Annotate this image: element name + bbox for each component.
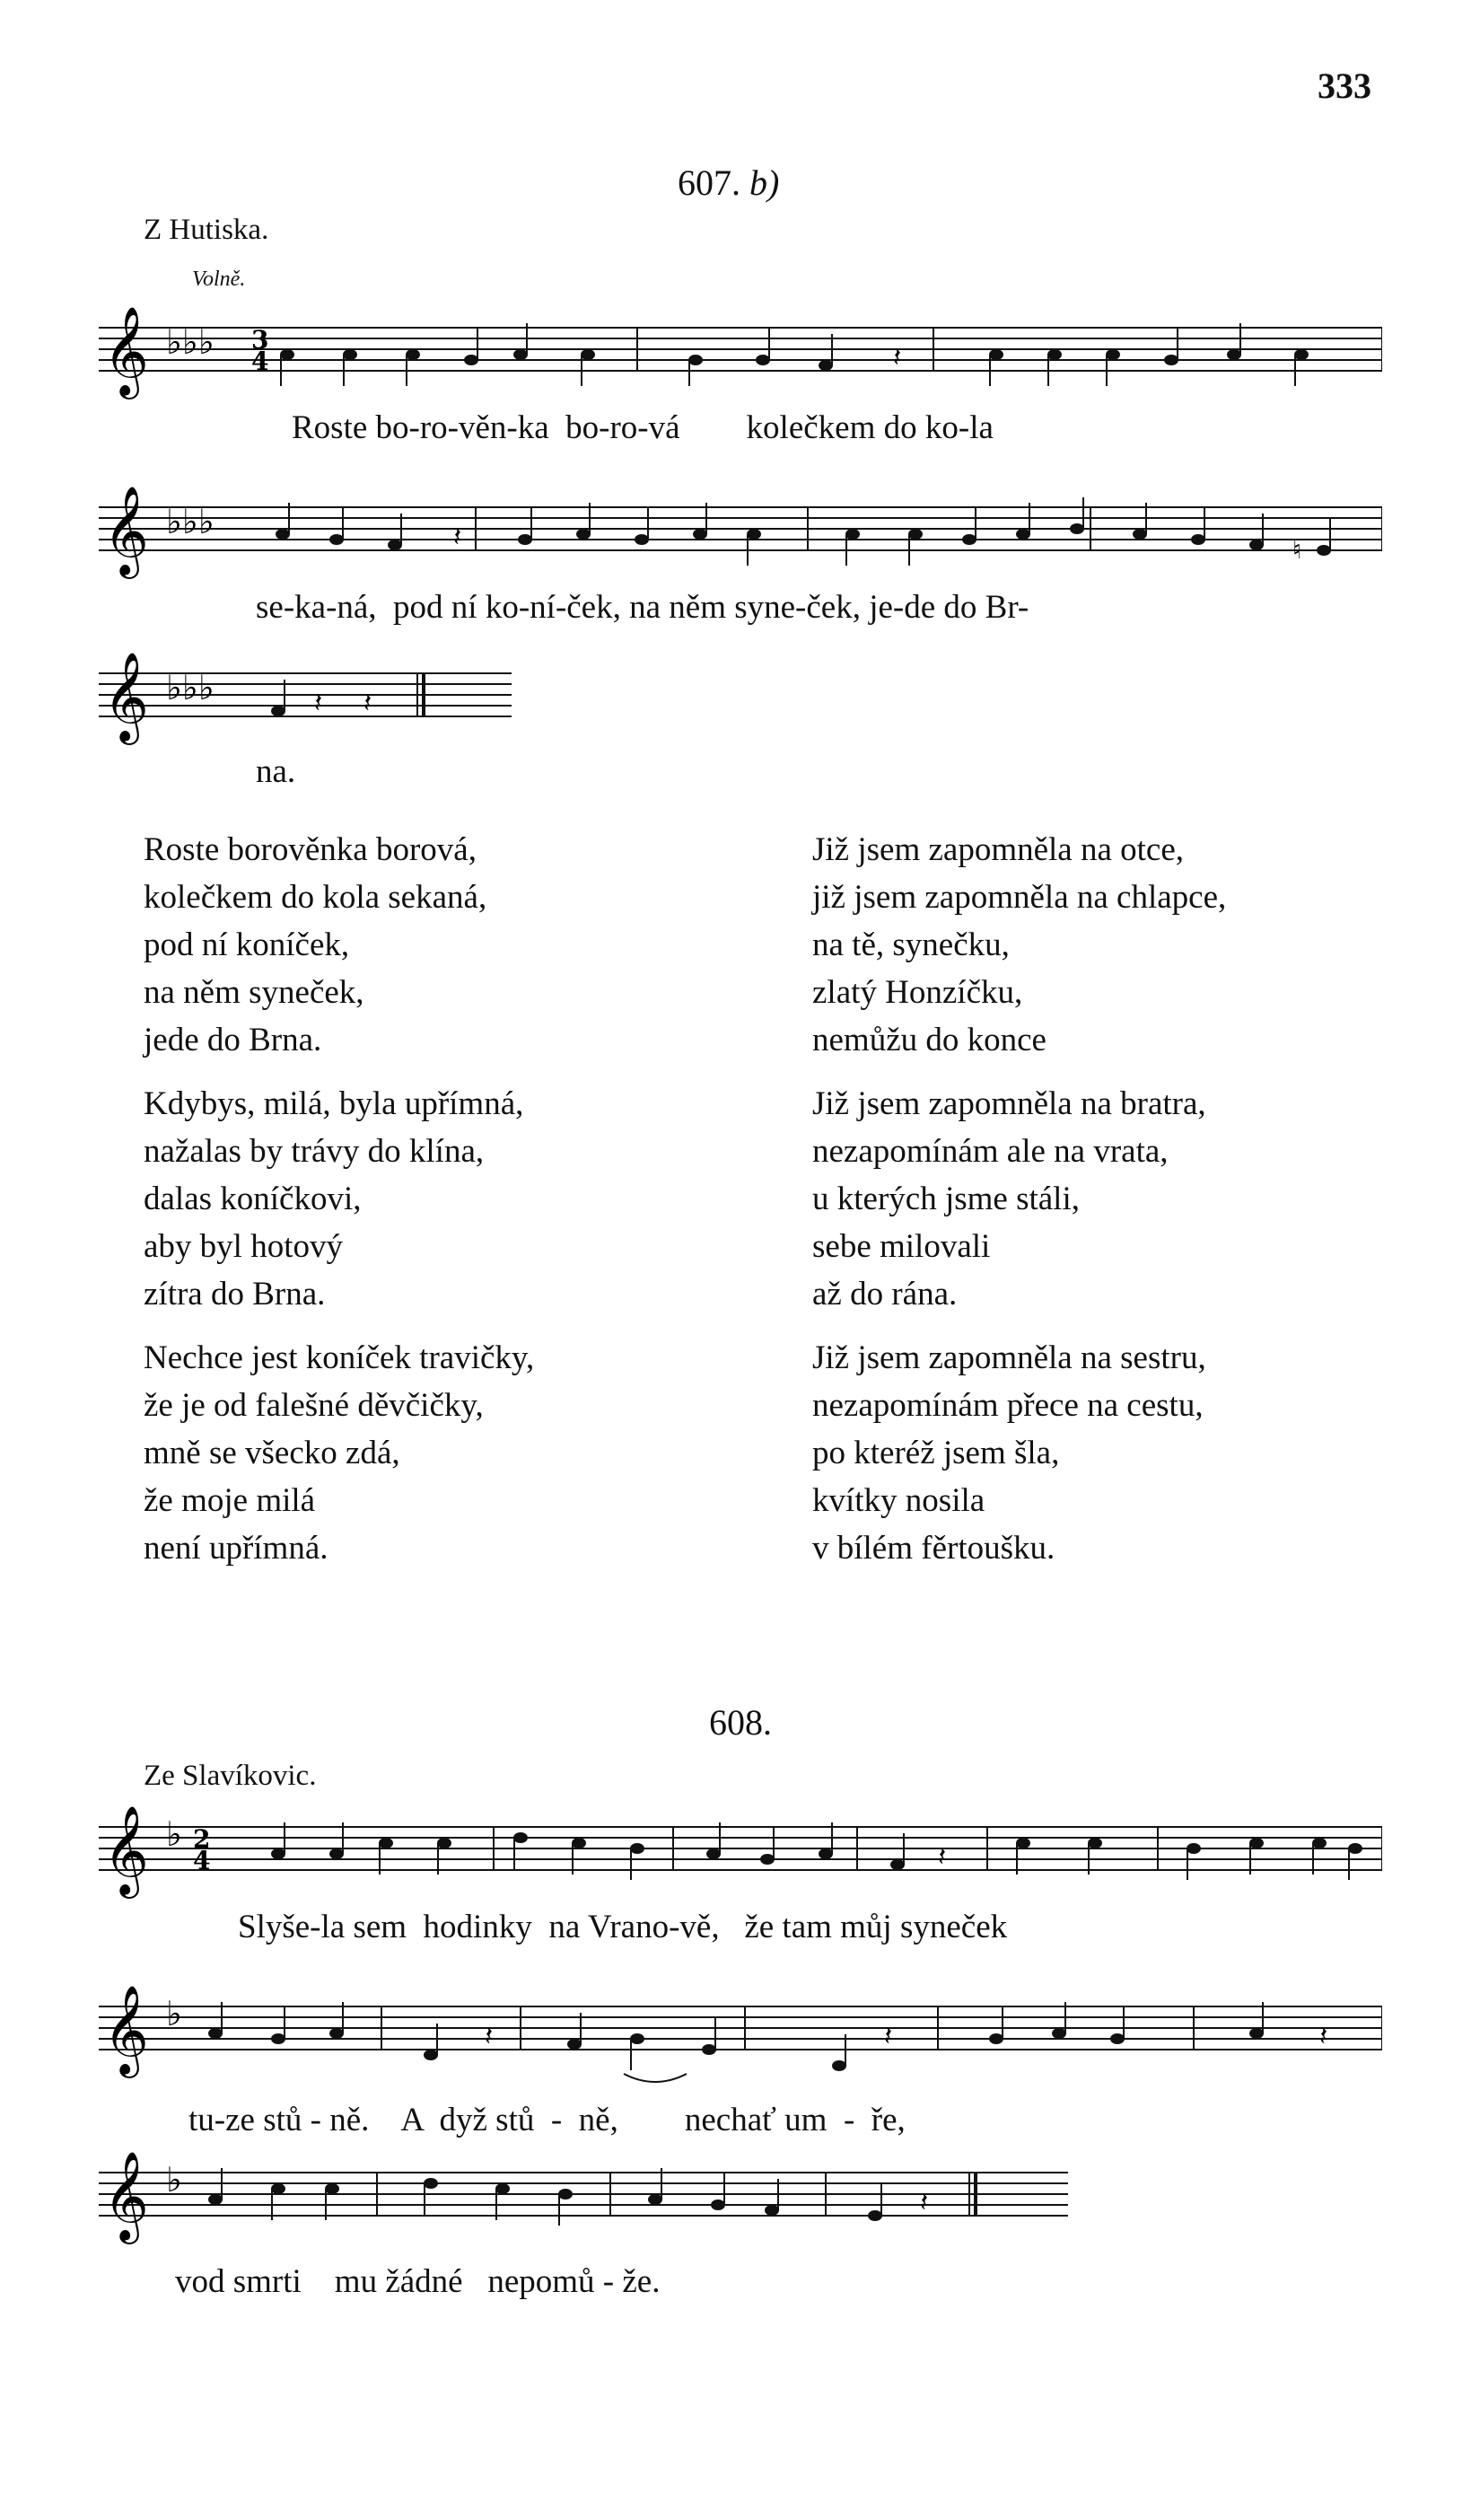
svg-text:♮: ♮ — [1292, 535, 1302, 565]
verse-line: kolečkem do kola sekaná, — [144, 879, 487, 916]
verse-line: pod ní koníček, — [144, 926, 350, 963]
svg-text:♭♭♭: ♭♭♭ — [166, 322, 215, 362]
verse-line: až do rána. — [812, 1276, 958, 1313]
song-number: 608. — [709, 1702, 772, 1743]
verse-line: zítra do Brna. — [144, 1276, 326, 1313]
verse-line: kvítky nosila — [812, 1482, 985, 1519]
verse-line: mně se všecko zdá, — [144, 1435, 400, 1471]
verse-line: po kteréž jsem šla, — [812, 1435, 1060, 1471]
verse-line: nezapomínám přece na cestu, — [812, 1387, 1204, 1424]
verse-line: Již jsem zapomněla na otce, — [812, 831, 1185, 868]
verse-line: aby byl hotový — [144, 1228, 343, 1265]
verse-line: nažalas by trávy do klína, — [144, 1133, 485, 1170]
stanza — [812, 1334, 1226, 1572]
stanza — [144, 826, 534, 1064]
song-variant: b) — [749, 162, 780, 203]
verse-line: sebe milovali — [812, 1228, 991, 1265]
svg-text:𝄞: 𝄞 — [103, 306, 149, 396]
lyric-line: se-ka-ná, pod ní ko-ní-ček, na něm syne-ček, je-de do Br- — [256, 589, 1029, 626]
verse-line: u kterých jsme stáli, — [812, 1181, 1080, 1217]
svg-text:3: 3 — [251, 325, 269, 355]
verse-line: nemůžu do konce — [812, 1022, 1047, 1058]
stanza — [144, 1080, 534, 1318]
verse-line: Nechce jest koníček travičky, — [144, 1339, 535, 1376]
svg-text:𝄽: 𝄽 — [453, 522, 462, 553]
lyric-line: Roste bo-ro-věn-ka bo-ro-vá kolečkem do ko-la — [292, 409, 994, 446]
svg-text:𝄽: 𝄽 — [893, 342, 902, 373]
verse-line: že je od falešné děvčičky, — [144, 1387, 484, 1424]
svg-text:♭♭♭: ♭♭♭ — [166, 668, 215, 707]
verse-line: již jsem zapomněla na chlapce, — [812, 879, 1227, 916]
verse-line: Roste borověnka borová, — [144, 831, 477, 868]
song-origin: Ze Slavíkovic. — [144, 1760, 317, 1792]
music-staff — [99, 642, 512, 750]
stanza — [812, 826, 1226, 1064]
svg-text:♭♭♭: ♭♭♭ — [166, 502, 215, 541]
music-staff — [99, 2141, 1068, 2249]
stanza — [144, 1334, 534, 1572]
svg-text:𝄞: 𝄞 — [103, 2151, 149, 2241]
music-staff — [99, 476, 1382, 584]
svg-text:𝄞: 𝄞 — [103, 1985, 149, 2075]
verse-line: že moje milá — [144, 1482, 316, 1519]
lyric-line: na. — [256, 753, 296, 790]
svg-text:♭: ♭ — [166, 2160, 182, 2200]
svg-text:♭: ♭ — [166, 1994, 182, 2033]
stanza — [812, 1080, 1226, 1318]
svg-text:𝄽: 𝄽 — [314, 688, 323, 719]
song-number — [678, 162, 779, 204]
svg-text:𝄽: 𝄽 — [1319, 2021, 1328, 2052]
page-number: 333 — [1318, 66, 1371, 106]
verse-line: Již jsem zapomněla na sestru, — [812, 1339, 1206, 1376]
svg-text:𝄽: 𝄽 — [363, 688, 372, 719]
lyric-line: vod smrti mu žádné nepomů - že. — [175, 2263, 661, 2300]
svg-text:𝄽: 𝄽 — [485, 2021, 494, 2052]
verse-line: v bílém fěrtoušku. — [812, 1530, 1055, 1567]
svg-text:𝄽: 𝄽 — [920, 2187, 929, 2218]
music-staff — [99, 1975, 1382, 2092]
svg-text:𝄽: 𝄽 — [938, 1841, 947, 1873]
svg-text:2: 2 — [193, 1824, 211, 1854]
svg-text:♭: ♭ — [166, 1814, 182, 1854]
verse-line: na něm syneček, — [144, 974, 364, 1011]
tempo-marking: Volně. — [192, 268, 246, 291]
svg-text:𝄞: 𝄞 — [103, 486, 149, 575]
music-staff — [99, 296, 1382, 404]
verse-line: není upřímná. — [144, 1530, 328, 1567]
verse-line: Již jsem zapomněla na bratra, — [812, 1085, 1206, 1122]
svg-text:4: 4 — [193, 1846, 211, 1875]
verse-column-right — [812, 826, 1226, 1588]
song-number-text: 607. — [678, 162, 740, 203]
verse-line: zlatý Honzíčku, — [812, 974, 1023, 1011]
verse-line: jede do Brna. — [144, 1022, 322, 1058]
verse-line: dalas koníčkovi, — [144, 1181, 362, 1217]
verse-line: Kdybys, milá, byla upřímná, — [144, 1085, 524, 1122]
verse-line: na tě, synečku, — [812, 926, 1010, 963]
svg-text:𝄽: 𝄽 — [884, 2021, 893, 2052]
verse-column-left — [144, 826, 534, 1588]
lyric-line: tu-ze stů - ně. A dyž stů - ně, nechať um - ře, — [188, 2102, 906, 2138]
music-staff — [99, 1796, 1382, 1903]
svg-text:4: 4 — [251, 347, 269, 376]
lyric-line: Slyše-la sem hodinky na Vrano-vě, že tam můj syneček — [238, 1909, 1008, 1945]
verse-line: nezapomínám ale na vrata, — [812, 1133, 1169, 1170]
svg-text:𝄞: 𝄞 — [103, 652, 149, 742]
svg-text:𝄞: 𝄞 — [103, 1805, 149, 1895]
song-origin: Z Hutiska. — [144, 214, 269, 246]
